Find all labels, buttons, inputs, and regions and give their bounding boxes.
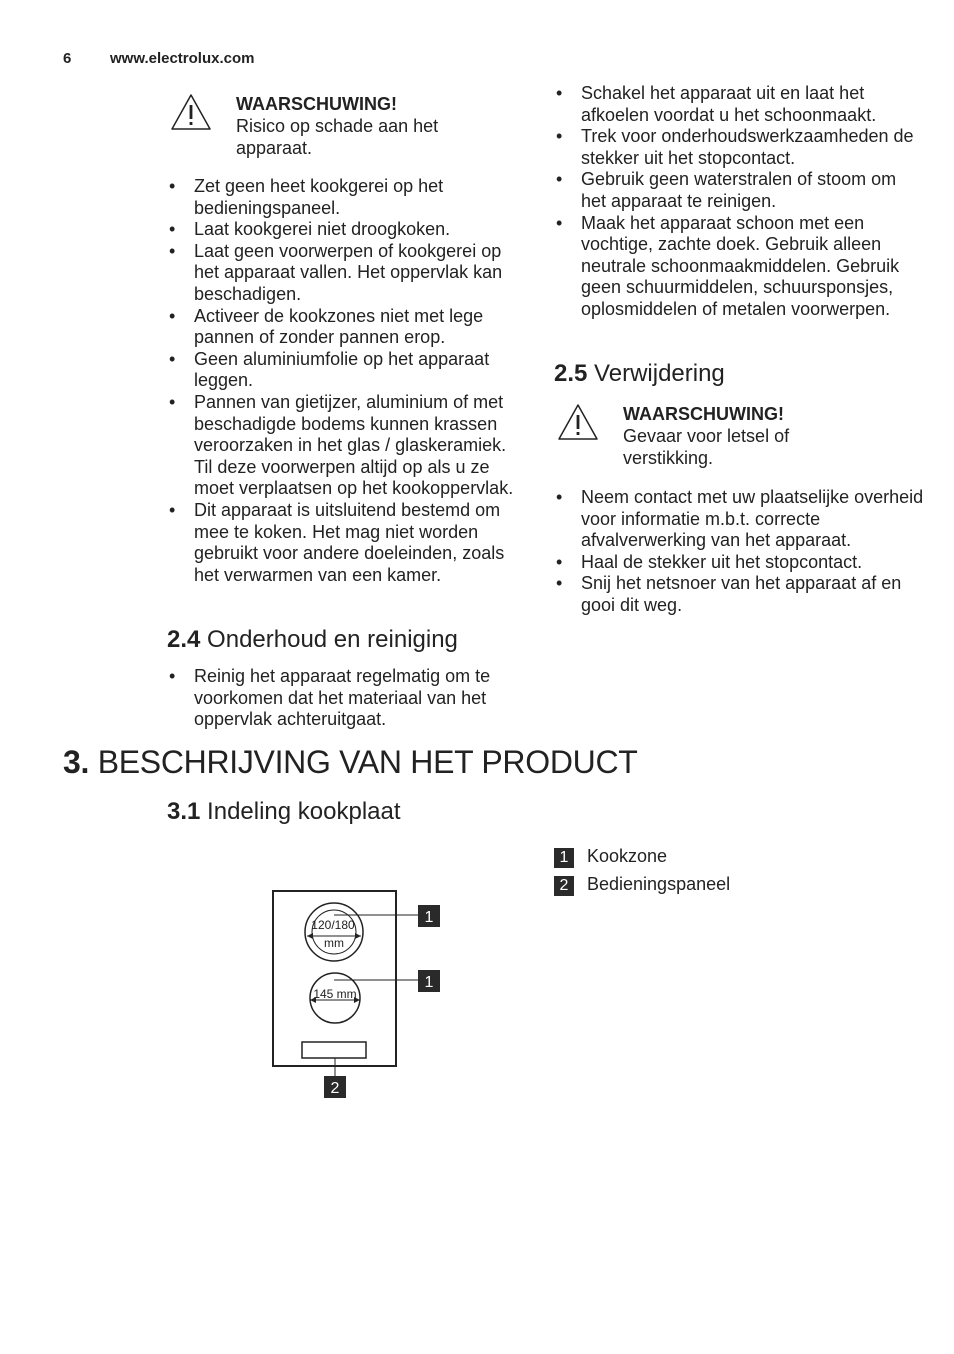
- callout-number: 2: [330, 1080, 340, 1097]
- warning-title: WAARSCHUWING!: [623, 404, 784, 424]
- page-header: [63, 50, 255, 67]
- list-item: • Haal de stekker uit het stopcontact.: [554, 552, 924, 574]
- disposal-list: [554, 487, 924, 617]
- list-item: • Snij het netsnoer van het apparaat af en gooi dit weg.: [554, 573, 924, 616]
- list-item: • Schakel het apparaat uit en laat het afkoelen voordat u het schoonmaakt.: [554, 83, 914, 126]
- warning-title: WAARSCHUWING!: [236, 94, 397, 114]
- list-item: • Trek voor onderhoudswerkzaamheden de stekker uit het stopcontact.: [554, 126, 914, 169]
- callout-number: 1: [424, 909, 434, 926]
- zone-top-size-label: 120/180: [311, 918, 355, 932]
- warning-triangle-icon: [557, 403, 599, 441]
- page-number: 6: [63, 50, 72, 67]
- list-item: • Maak het apparaat schoon met een vochtige, zachte doek. Gebruik alleen neutrale schoonmaakmiddelen. Gebruik geen schuurmiddelen, schuursponsjes, oplosmiddelen of metalen voorwerpen.: [554, 213, 914, 321]
- dimension-arrow: [355, 933, 361, 939]
- list-item: • Dit apparaat is uitsluitend bestemd om mee te koken. Het mag niet worden gebruikt voor andere doeleinden, zoals het verwarmen van een kamer.: [167, 500, 522, 586]
- section-title: Indeling kookplaat: [207, 798, 401, 825]
- legend-number: 1: [554, 848, 574, 868]
- legend-label: Bedieningspaneel: [587, 874, 731, 894]
- zone-bottom-size-label: 145 mm: [313, 987, 357, 1001]
- hob-layout-diagram: [250, 880, 450, 1105]
- list-item: • Laat geen voorwerpen of kookgerei op het apparaat vallen. Het oppervlak kan beschadigen.: [167, 241, 522, 306]
- list-item: • Neem contact met uw plaatselijke overheid voor informatie m.b.t. correcte afvalverwerking van het apparaat.: [554, 487, 924, 552]
- dimension-arrow: [307, 933, 313, 939]
- list-item: • Zet geen heet kookgerei op het bedieningspaneel.: [167, 176, 522, 219]
- cooking-zone-top: [305, 903, 363, 961]
- list-item: • Geen aluminiumfolie op het apparaat leggen.: [167, 349, 522, 392]
- chapter-heading-3: [63, 744, 638, 781]
- maintenance-list-left: [167, 666, 522, 731]
- header-url[interactable]: www.electrolux.com: [110, 50, 255, 67]
- section-title: Onderhoud en reiniging: [207, 626, 458, 653]
- safety-list-left: [167, 176, 522, 586]
- maintenance-list-right: [554, 83, 914, 321]
- warning-text: Risico op schade aan het apparaat.: [236, 116, 439, 158]
- warning-text: Gevaar voor letsel of verstikking.: [623, 426, 790, 468]
- list-item: • Gebruik geen waterstralen of stoom om het apparaat te reinigen.: [554, 169, 914, 212]
- legend-label: Kookzone: [587, 846, 668, 866]
- section-heading-3-1: [167, 798, 401, 826]
- legend-number: 2: [554, 876, 574, 896]
- zone-top-unit-label: mm: [324, 936, 344, 950]
- list-item: • Activeer de kookzones niet met lege pannen of zonder pannen erop.: [167, 306, 522, 349]
- list-item: • Reinig het apparaat regelmatig om te voorkomen dat het materiaal van het oppervlak achteruitgaat.: [167, 666, 522, 731]
- section-title: Verwijdering: [594, 360, 725, 387]
- section-number: 2.4: [167, 626, 201, 653]
- control-panel: [302, 1042, 366, 1058]
- section-number: 2.5: [554, 360, 588, 387]
- section-heading-2-4: [167, 626, 458, 654]
- list-item: • Pannen van gietijzer, aluminium of met beschadigde bodems kunnen krassen veroorzaken in het glas / glaskeramiek. Til deze voorwerpen altijd op als u ze moet verplaatsen op het kookoppervlak.: [167, 392, 522, 500]
- section-number: 3.1: [167, 798, 201, 825]
- chapter-number: 3.: [63, 744, 90, 780]
- section-heading-2-5: [554, 360, 725, 388]
- chapter-title: BESCHRIJVING VAN HET PRODUCT: [97, 744, 638, 780]
- warning-triangle-icon: [170, 93, 212, 131]
- list-item: • Laat kookgerei niet droogkoken.: [167, 219, 522, 241]
- callout-number: 1: [424, 974, 434, 991]
